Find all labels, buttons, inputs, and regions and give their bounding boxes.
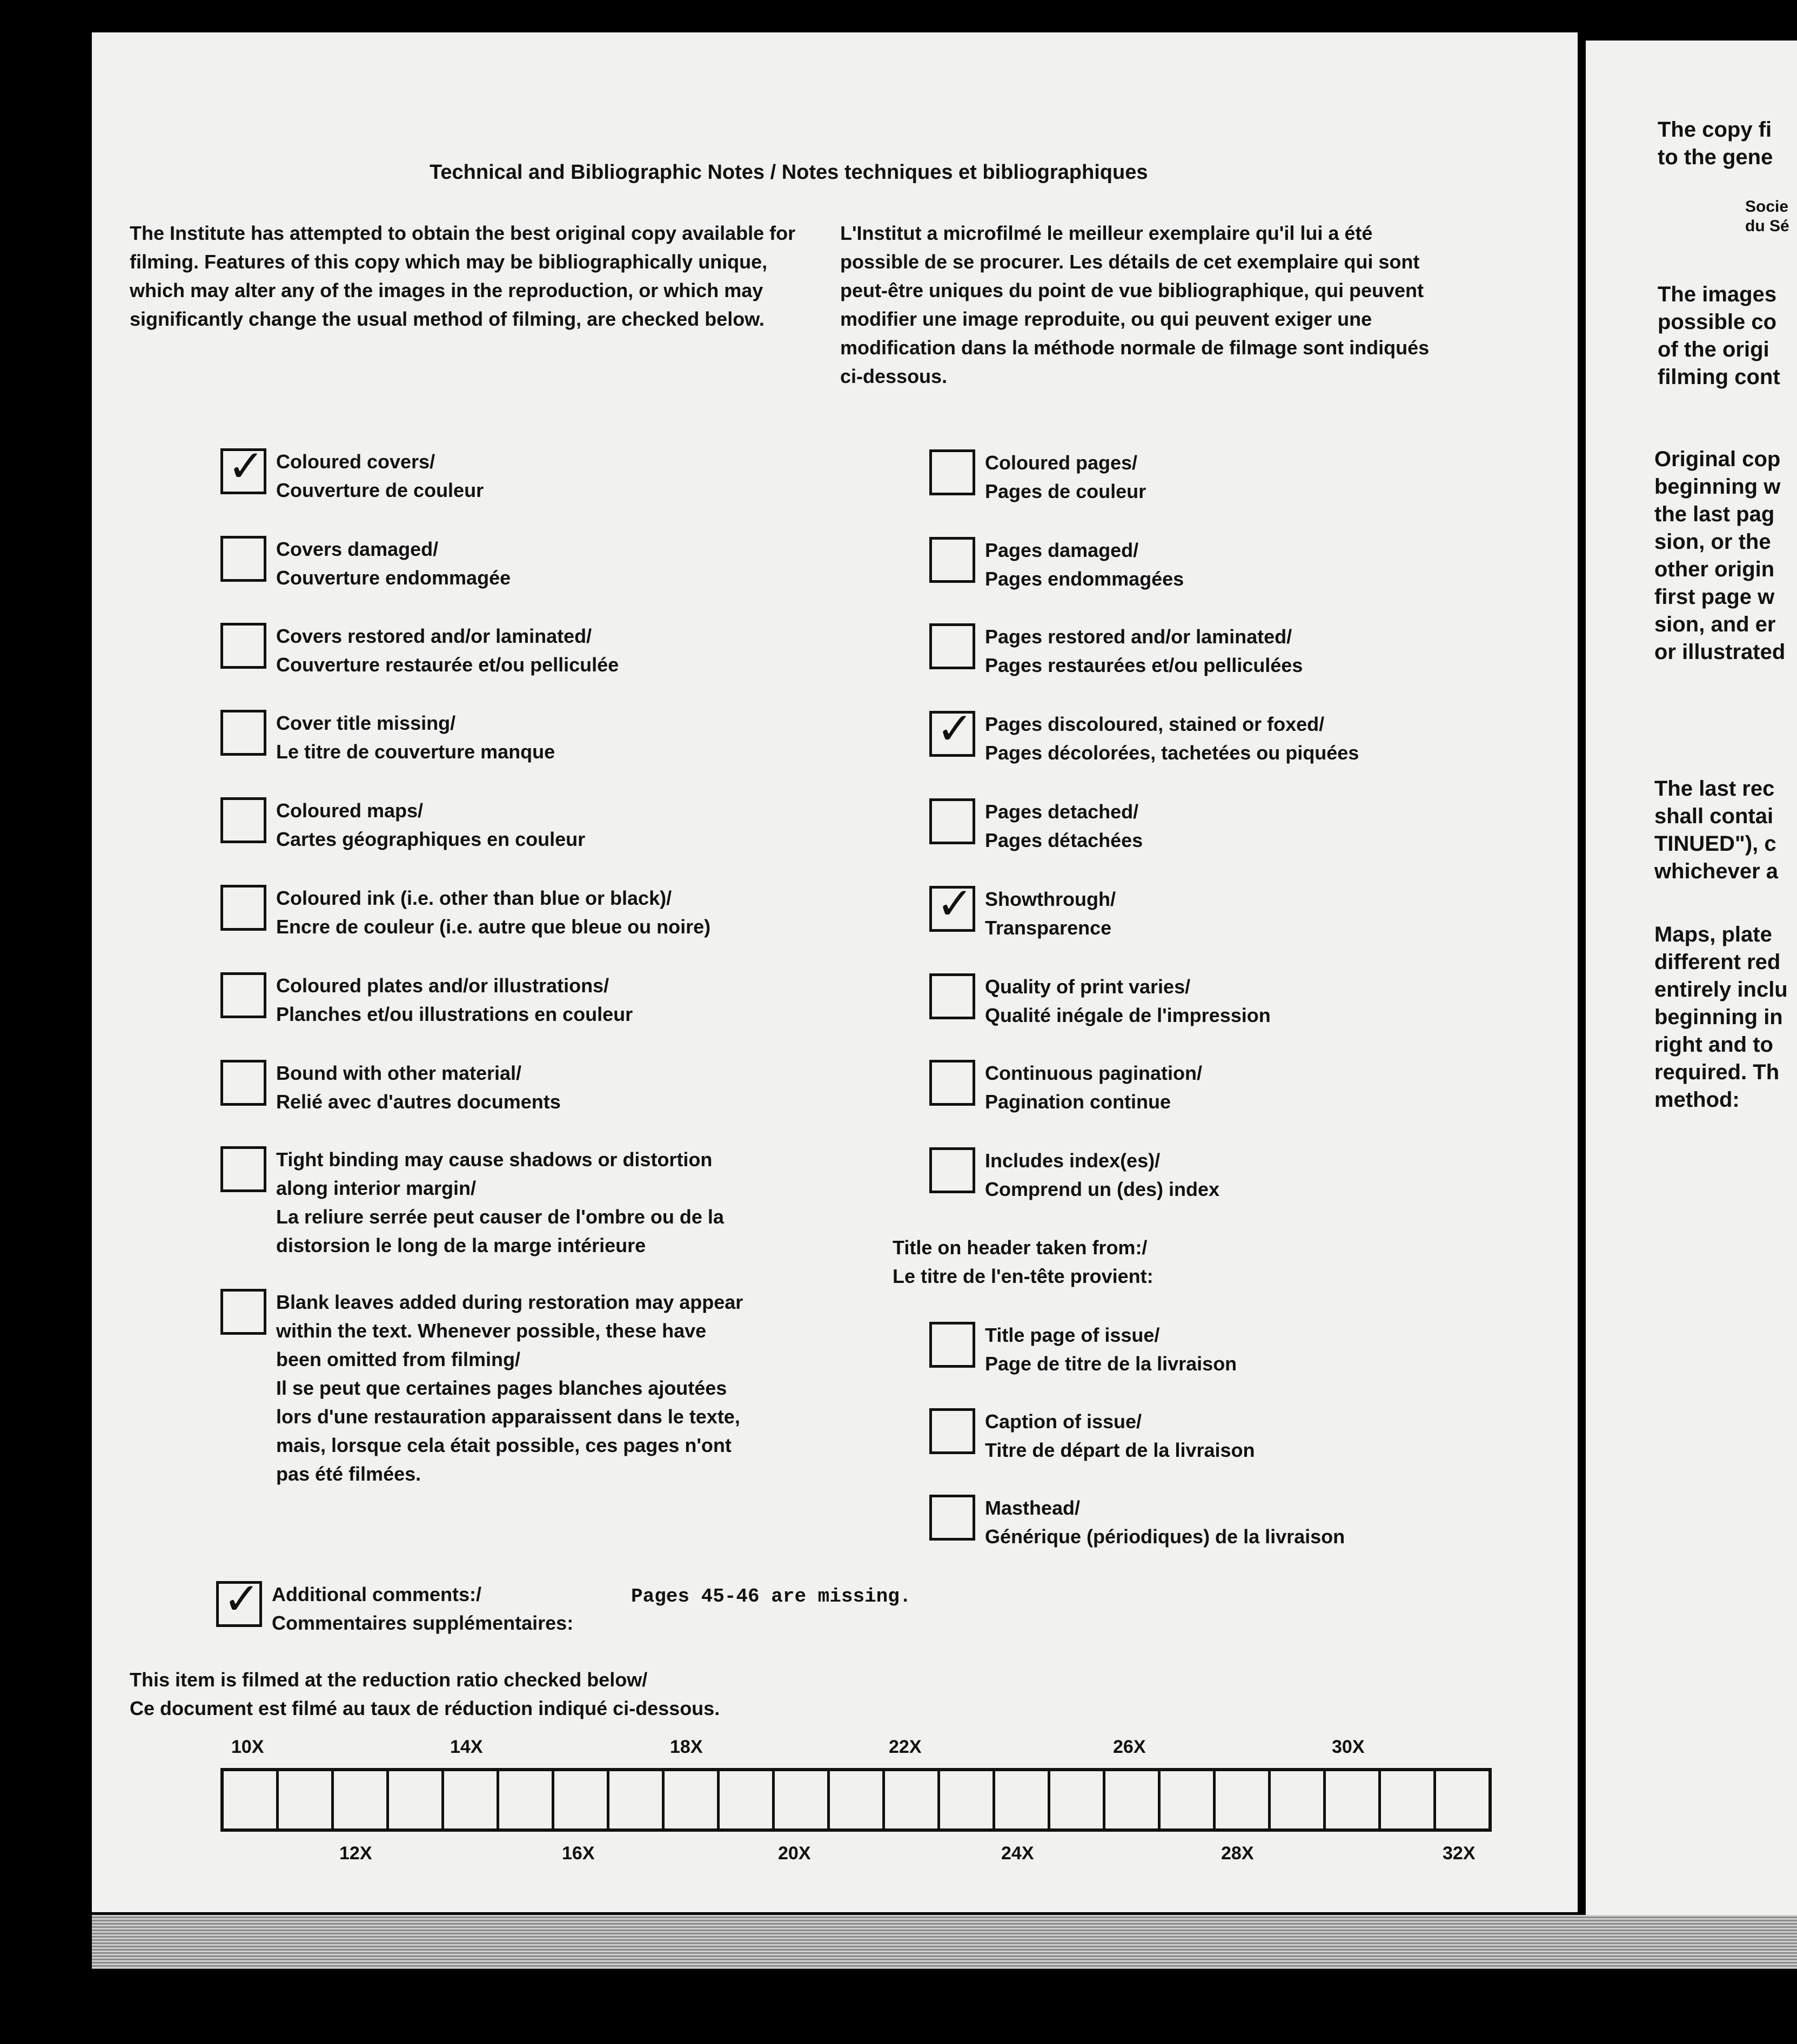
adjacent-page-line: entirely inclu <box>1654 978 1788 1001</box>
left-checklist-label: Couverture endommagée <box>276 567 511 589</box>
right-checklist-label: Page de titre de la livraison <box>985 1353 1237 1375</box>
left-checklist-item <box>220 709 555 766</box>
left-checklist-label: Covers damaged/ <box>276 538 439 560</box>
adjacent-page-line: filming cont <box>1658 365 1780 389</box>
left-checklist-label: Coloured plates and/or illustrations/ <box>276 974 609 997</box>
right-checklist-item <box>929 710 1359 767</box>
comment-text: Pages 45-46 are missing. <box>631 1585 911 1608</box>
reduction-ratio-table <box>220 1768 1492 1832</box>
left-checklist-label: Encre de couleur (i.e. autre que bleue ou noire) <box>276 916 711 938</box>
adjacent-page-line: TINUED"), c <box>1654 832 1776 856</box>
left-checklist-label: Couverture de couleur <box>276 479 484 501</box>
left-checklist-label: mais, lorsque cela était possible, ces pages n'ont <box>276 1434 732 1456</box>
right-checklist-label: Caption of issue/ <box>985 1410 1142 1433</box>
ratio-label-top: 14X <box>450 1737 483 1757</box>
right-checklist-item <box>929 1146 1219 1203</box>
adjacent-page-line: The copy fi <box>1658 118 1772 142</box>
ratio-cell[interactable] <box>940 1771 995 1828</box>
right-checklist-label: Pages de couleur <box>985 480 1146 502</box>
right-checklist-checkbox[interactable] <box>929 1322 975 1368</box>
adjacent-page-line: right and to <box>1654 1033 1773 1057</box>
right-checklist-item <box>929 1059 1202 1116</box>
right-checklist-checkbox[interactable] <box>929 1495 975 1541</box>
right-checklist-checkbox[interactable] <box>929 886 975 932</box>
ratio-cell[interactable] <box>389 1771 444 1828</box>
left-checklist-checkbox[interactable] <box>220 972 266 1018</box>
ratio-cell[interactable] <box>1326 1771 1381 1828</box>
left-checklist-label: along interior margin/ <box>276 1177 477 1199</box>
left-checklist-checkbox[interactable] <box>220 536 266 582</box>
right-checklist-item <box>929 797 1143 855</box>
right-checklist-label: Comprend un (des) index <box>985 1178 1220 1200</box>
right-checklist-item <box>929 448 1146 506</box>
ratio-cell[interactable] <box>1105 1771 1161 1828</box>
adjacent-page-line: sion, or the <box>1654 530 1771 554</box>
comments-label-fr: Commentaires supplémentaires: <box>272 1612 574 1634</box>
left-checklist-item <box>220 1059 561 1116</box>
right-checklist-label: Coloured pages/ <box>985 452 1138 474</box>
right-checklist-checkbox[interactable] <box>929 449 975 495</box>
left-checklist-label: Coloured ink (i.e. other than blue or black)/ <box>276 887 672 909</box>
ratio-cell[interactable] <box>1271 1771 1326 1828</box>
right-checklist-label: Pages décolorées, tachetées ou piquées <box>985 742 1359 764</box>
reduction-note <box>130 1665 720 1723</box>
adjacent-page-line: of the origi <box>1658 338 1769 361</box>
right-checklist-item <box>929 1494 1345 1551</box>
adjacent-page-paragraph <box>1654 921 1788 1114</box>
right-checklist-checkbox[interactable] <box>929 973 975 1019</box>
right-checklist-item <box>929 885 1116 942</box>
ratio-cell[interactable] <box>1216 1771 1271 1828</box>
left-checklist-item <box>220 535 511 592</box>
left-checklist-item <box>220 796 585 853</box>
adjacent-page-paragraph <box>1654 775 1778 885</box>
left-checklist-label: Relié avec d'autres documents <box>276 1091 561 1113</box>
ratio-cell[interactable] <box>830 1771 885 1828</box>
ratio-label-top: 22X <box>889 1737 922 1757</box>
page-title: Technical and Bibliographic Notes / Notes techniques et bibliographiques <box>430 161 1148 184</box>
left-checklist-checkbox[interactable] <box>220 710 266 756</box>
left-checklist-checkbox[interactable] <box>220 797 266 843</box>
adjacent-page-line: du Sé <box>1745 217 1789 235</box>
header-note-fr: Le titre de l'en-tête provient: <box>893 1265 1154 1287</box>
right-checklist-label: Pages endommagées <box>985 568 1184 590</box>
left-checklist-checkbox[interactable] <box>220 1289 266 1335</box>
adjacent-page-line: different red <box>1654 950 1781 974</box>
ratio-cell[interactable] <box>665 1771 720 1828</box>
adjacent-page-line: possible co <box>1658 310 1777 334</box>
ratio-label-bottom: 28X <box>1221 1843 1254 1864</box>
left-checklist-checkbox[interactable] <box>220 1060 266 1106</box>
ratio-cell[interactable] <box>1381 1771 1436 1828</box>
right-checklist-label: Showthrough/ <box>985 888 1116 910</box>
adjacent-page-line: The last rec <box>1654 777 1775 801</box>
ratio-cell[interactable] <box>499 1771 554 1828</box>
ratio-label-bottom: 16X <box>562 1843 595 1864</box>
right-checklist-item <box>929 622 1303 680</box>
header-note <box>893 1233 1154 1290</box>
adjacent-page-line: beginning w <box>1654 475 1781 499</box>
ratio-cell[interactable] <box>995 1771 1050 1828</box>
left-checklist-checkbox[interactable] <box>220 623 266 669</box>
right-checklist-item <box>929 1321 1237 1378</box>
right-checklist-checkbox[interactable] <box>929 798 975 844</box>
right-checklist-label: Includes index(es)/ <box>985 1149 1161 1172</box>
comments-label-en: Additional comments:/ <box>272 1583 482 1605</box>
left-checklist-label: La reliure serrée peut causer de l'ombre ou de la <box>276 1206 724 1228</box>
left-checklist-item <box>220 447 484 505</box>
adjacent-page-line: whichever a <box>1654 859 1779 883</box>
right-checklist-checkbox[interactable] <box>929 1408 975 1454</box>
ratio-cell[interactable] <box>609 1771 665 1828</box>
film-edge <box>92 1915 1797 1969</box>
left-checklist-checkbox[interactable] <box>220 885 266 931</box>
header-note-en: Title on header taken from:/ <box>893 1236 1148 1259</box>
ratio-cell[interactable] <box>1050 1771 1105 1828</box>
right-checklist-checkbox[interactable] <box>929 711 975 757</box>
left-checklist-checkbox[interactable] <box>220 448 266 494</box>
adjacent-page-paragraph <box>1745 197 1789 236</box>
right-checklist-checkbox[interactable] <box>929 1060 975 1106</box>
right-checklist-item <box>929 1407 1255 1464</box>
right-checklist-item <box>929 536 1184 593</box>
adjacent-page-line: other origin <box>1654 557 1775 581</box>
left-checklist-label: been omitted from filming/ <box>276 1348 521 1370</box>
left-checklist-label: Il se peut que certaines pages blanches ajoutées <box>276 1377 727 1399</box>
adjacent-page-line: Original cop <box>1654 447 1781 471</box>
left-checklist-item <box>220 1288 743 1488</box>
right-checklist-label: Masthead/ <box>985 1497 1081 1519</box>
right-checklist-label: Pages détachées <box>985 829 1143 851</box>
ratio-label-bottom: 32X <box>1443 1843 1476 1864</box>
ratio-label-top: 18X <box>670 1737 703 1757</box>
right-checklist-checkbox[interactable] <box>929 537 975 583</box>
right-checklist-label: Qualité inégale de l'impression <box>985 1004 1271 1026</box>
ratio-label-bottom: 12X <box>339 1843 372 1864</box>
ratio-cell[interactable] <box>554 1771 609 1828</box>
right-checklist-label: Pages restaurées et/ou pelliculées <box>985 654 1303 676</box>
left-checklist-label: distorsion le long de la marge intérieure <box>276 1234 646 1256</box>
ratio-cell[interactable] <box>1161 1771 1216 1828</box>
reduction-note-fr: Ce document est filmé au taux de réduction indiqué ci-dessous. <box>130 1697 720 1719</box>
adjacent-page-line: beginning in <box>1654 1005 1783 1029</box>
right-checklist-item <box>929 972 1271 1030</box>
right-checklist-label: Pages damaged/ <box>985 539 1139 561</box>
left-checklist-item <box>220 622 619 679</box>
left-checklist-label: Covers restored and/or laminated/ <box>276 625 592 647</box>
adjacent-page-line: to the gene <box>1658 145 1773 169</box>
additional-comments <box>216 1580 573 1637</box>
comments-checkbox[interactable] <box>216 1581 262 1627</box>
intro-french: L'Institut a microfilmé le meilleur exemplaire qu'il lui a été possible de se procurer. Les détails de cet exemplaire qui sont peut-être uniques du point de vue bibliographique, qui peuvent modifier une image reproduite, ou qui peuvent exiger une modification dans la méthode normale de filmage sont indiqués ci-dessous. <box>840 222 1430 387</box>
right-checklist-label: Pages discoloured, stained or foxed/ <box>985 713 1325 735</box>
right-checklist-checkbox[interactable] <box>929 1147 975 1193</box>
left-checklist-label: pas été filmées. <box>276 1463 421 1485</box>
ratio-cell[interactable] <box>224 1771 279 1828</box>
adjacent-page-line: required. Th <box>1654 1060 1780 1084</box>
left-checklist-label: Tight binding may cause shadows or distortion <box>276 1148 713 1171</box>
adjacent-page-line: method: <box>1654 1088 1740 1112</box>
reduction-note-en: This item is filmed at the reduction ratio checked below/ <box>130 1669 648 1691</box>
left-checklist-label: Le titre de couverture manque <box>276 741 555 763</box>
ratio-label-top: 10X <box>231 1737 264 1757</box>
ratio-label-top: 26X <box>1113 1737 1146 1757</box>
left-checklist-label: lors d'une restauration apparaissent dans le texte, <box>276 1406 740 1428</box>
right-checklist-label: Pages restored and/or laminated/ <box>985 626 1292 648</box>
ratio-label-bottom: 20X <box>778 1843 811 1864</box>
adjacent-page-line: shall contai <box>1654 804 1774 828</box>
right-checklist-label: Title page of issue/ <box>985 1324 1160 1346</box>
adjacent-page-line: The images <box>1658 283 1777 306</box>
left-checklist-checkbox[interactable] <box>220 1146 266 1192</box>
right-checklist-label: Pages detached/ <box>985 801 1139 823</box>
ratio-cell[interactable] <box>885 1771 940 1828</box>
right-checklist-label: Titre de départ de la livraison <box>985 1439 1255 1461</box>
adjacent-page-line: or illustrated <box>1654 640 1786 664</box>
adjacent-page-paragraph <box>1658 116 1773 171</box>
left-checklist-label: Cartes géographiques en couleur <box>276 828 586 850</box>
ratio-cell[interactable] <box>444 1771 499 1828</box>
left-checklist-label: Coloured covers/ <box>276 451 435 473</box>
ratio-cell[interactable] <box>279 1771 334 1828</box>
adjacent-page-line: Maps, plate <box>1654 923 1772 946</box>
left-checklist-label: Coloured maps/ <box>276 799 424 822</box>
right-checklist-label: Générique (périodiques) de la livraison <box>985 1525 1345 1548</box>
right-checklist-label: Quality of print varies/ <box>985 976 1191 998</box>
ratio-cell[interactable] <box>334 1771 389 1828</box>
ratio-label-top: 30X <box>1332 1737 1365 1757</box>
left-checklist-label: Cover title missing/ <box>276 712 456 734</box>
left-checklist-label: Bound with other material/ <box>276 1062 522 1084</box>
adjacent-page-line: the last pag <box>1654 502 1775 526</box>
ratio-label-bottom: 24X <box>1001 1843 1034 1864</box>
adjacent-page-paragraph <box>1658 281 1780 391</box>
ratio-cell[interactable] <box>1436 1771 1488 1828</box>
left-checklist-item <box>220 1145 724 1260</box>
left-checklist-label: Couverture restaurée et/ou pelliculée <box>276 654 619 676</box>
left-checklist-label: Blank leaves added during restoration may appear <box>276 1291 743 1313</box>
adjacent-page-line: sion, and er <box>1654 613 1776 636</box>
adjacent-page-line: Socie <box>1745 198 1789 216</box>
right-checklist-label: Pagination continue <box>985 1091 1171 1113</box>
left-checklist-item <box>220 971 633 1028</box>
right-checklist-label: Continuous pagination/ <box>985 1062 1202 1084</box>
adjacent-page-paragraph <box>1654 446 1785 666</box>
left-checklist-item <box>220 884 710 941</box>
adjacent-page-line: first page w <box>1654 585 1775 609</box>
right-checklist-label: Transparence <box>985 917 1112 939</box>
left-checklist-label: within the text. Whenever possible, these have <box>276 1320 707 1342</box>
intro-english: The Institute has attempted to obtain the best original copy available for filming. Features of this copy which may be bibliographically unique, which may alter any of the images in the reproduction, or which may significantly change the usual method of filming, are checked below. <box>130 222 796 330</box>
right-checklist-checkbox[interactable] <box>929 623 975 669</box>
ratio-cell[interactable] <box>775 1771 830 1828</box>
left-checklist-label: Planches et/ou illustrations en couleur <box>276 1003 633 1025</box>
ratio-cell[interactable] <box>720 1771 775 1828</box>
